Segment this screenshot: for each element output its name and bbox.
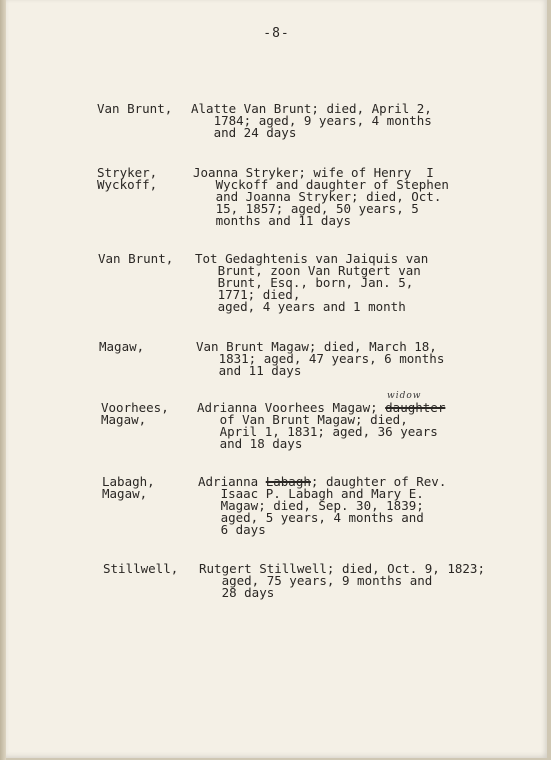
entry-line: aged, 75 years, 9 months and bbox=[199, 573, 433, 588]
typed-page bbox=[6, 0, 547, 758]
struck-word: Labagh bbox=[265, 474, 311, 489]
line-prefix: Adrianna bbox=[198, 474, 266, 489]
surname-label: Magaw, bbox=[101, 412, 147, 427]
surname-label: Magaw, bbox=[102, 486, 148, 501]
surname-label: Labagh, bbox=[102, 474, 155, 489]
entry-line: Brunt, Esq., born, Jan. 5, bbox=[195, 275, 414, 290]
surname-label: Stillwell, bbox=[103, 561, 179, 576]
entry-line: Isaac P. Labagh and Mary E. bbox=[198, 486, 424, 501]
entry-line: 28 days bbox=[199, 585, 275, 600]
surname-label: Wyckoff, bbox=[97, 177, 158, 192]
entry-line: Magaw; died, Sep. 30, 1839; bbox=[198, 498, 424, 513]
entry-line: 1784; aged, 9 years, 4 months bbox=[191, 113, 432, 128]
entry-line: Alatte Van Brunt; died, April 2, bbox=[191, 101, 432, 116]
entry-line: April 1, 1831; aged, 36 years bbox=[197, 424, 438, 439]
surname-label: Van Brunt, bbox=[97, 101, 173, 116]
entry-line: Rutgert Stillwell; died, Oct. 9, 1823; bbox=[199, 561, 485, 576]
entry-line: Joanna Stryker; wife of Henry I bbox=[193, 165, 434, 180]
entry-line: Tot Gedaghtenis van Jaiquis van bbox=[195, 251, 429, 266]
line-suffix: ; daughter of Rev. bbox=[310, 474, 447, 489]
handwritten-correction: widow bbox=[387, 391, 422, 401]
line-prefix: Adrianna Voorhees Magaw; bbox=[197, 400, 386, 415]
struck-word: daughter bbox=[385, 400, 446, 415]
entry-line: aged, 4 years and 1 month bbox=[195, 299, 406, 314]
entry-line: 1831; aged, 47 years, 6 months bbox=[196, 351, 445, 366]
page-number: -8- bbox=[263, 26, 290, 41]
entry-line: and 24 days bbox=[191, 125, 297, 140]
entry-line: 15, 1857; aged, 50 years, 5 bbox=[193, 201, 419, 216]
entry-line: and 11 days bbox=[196, 363, 302, 378]
entry-line: 1771; died, bbox=[195, 287, 301, 302]
entry-line: and 18 days bbox=[197, 436, 303, 451]
entry-line: and Joanna Stryker; died, Oct. bbox=[193, 189, 442, 204]
entry-line: months and 11 days bbox=[193, 213, 352, 228]
surname-label: Voorhees, bbox=[101, 400, 169, 415]
entry-line: aged, 5 years, 4 months and bbox=[198, 510, 424, 525]
surname-label: Magaw, bbox=[99, 339, 145, 354]
surname-label: Van Brunt, bbox=[98, 251, 174, 266]
entry-line: Brunt, zoon Van Rutgert van bbox=[195, 263, 421, 278]
entry-line: 6 days bbox=[198, 522, 266, 537]
entry-line: of Van Brunt Magaw; died, bbox=[197, 412, 408, 427]
entry-line: Wyckoff and daughter of Stephen bbox=[193, 177, 449, 192]
entry-line: Van Brunt Magaw; died, March 18, bbox=[196, 339, 437, 354]
surname-label: Stryker, bbox=[97, 165, 158, 180]
